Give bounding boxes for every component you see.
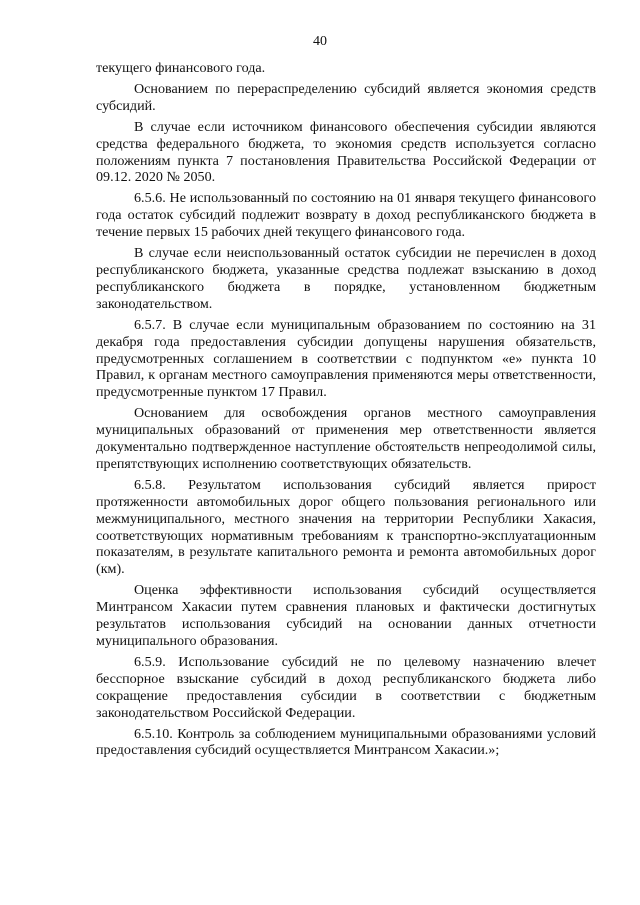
paragraph-efficiency-assessment: Оценка эффективности использования субсидий осуществляется Минтрансом Хакасии путем сравнения плановых и фактически достигнутых результатов использования субсидий на основании данных отчетности муниципального образования. bbox=[96, 582, 596, 649]
paragraph-federal-budget-savings: В случае если источником финансового обеспечения субсидии являются средства федерального бюджета, то экономия средств используется согласно положениям пункта 7 постановления Правительства Российской Федерации от 09.12. 2020 № 2050. bbox=[96, 118, 596, 186]
paragraph-force-majeure: Основанием для освобождения органов местного самоуправления муниципальных образований от применения мер ответственности является документально подтвержденное наступление обстоятельств непреодолимой силы, препятствующих исполнению соответствующих обязательств. bbox=[96, 405, 596, 472]
paragraph-6-5-10: 6.5.10. Контроль за соблюдением муниципальными образованиями условий предоставления субсидий осуществляется Минтрансом Хакасии.»; bbox=[96, 725, 596, 759]
document-body bbox=[96, 60, 596, 763]
paragraph-continuation: текущего финансового года. bbox=[96, 60, 266, 76]
paragraph-unused-balance-recovery: В случае если неиспользованный остаток субсидии не перечислен в доход республиканского бюджета, указанные средства подлежат взысканию в доход республиканского бюджета в порядке, установленном бюджетным законодательством. bbox=[96, 245, 596, 312]
paragraph-redistribution-basis: Основанием по перераспределению субсидий является экономия средств субсидий. bbox=[96, 80, 596, 114]
paragraph-6-5-8: 6.5.8. Результатом использования субсидий является прирост протяженности автомобильных дорог общего пользования регионального или межмуниципального, местного значения на территории Республики Хакасия, соответствующих нормативным требованиям к транспортно-эксплуатационным показателям, в результате капитального ремонта и ремонта автомобильных дорог (км). bbox=[96, 476, 596, 578]
page-number: 40 bbox=[313, 34, 327, 49]
paragraph-6-5-9: 6.5.9. Использование субсидий не по целевому назначению влечет бесспорное взыскание субсидий в доход республиканского бюджета либо сокращение предоставления субсидии в соответствии с бюджетным законодательством Российской Федерации. bbox=[96, 653, 596, 721]
paragraph-6-5-6: 6.5.6. Не использованный по состоянию на 01 января текущего финансового года остаток субсидий подлежит возврату в доход республиканского бюджета в течение первых 15 рабочих дней текущего финансового года. bbox=[96, 190, 596, 241]
paragraph-6-5-7: 6.5.7. В случае если муниципальным образованием по состоянию на 31 декабря года предоставления субсидии допущены нарушения обязательств, предусмотренных соглашением в соответствии с подпунктом «е» пункта 10 Правил, к органам местного самоуправления применяются меры ответственности, предусмотренные пунктом 17 Правил. bbox=[96, 316, 596, 401]
